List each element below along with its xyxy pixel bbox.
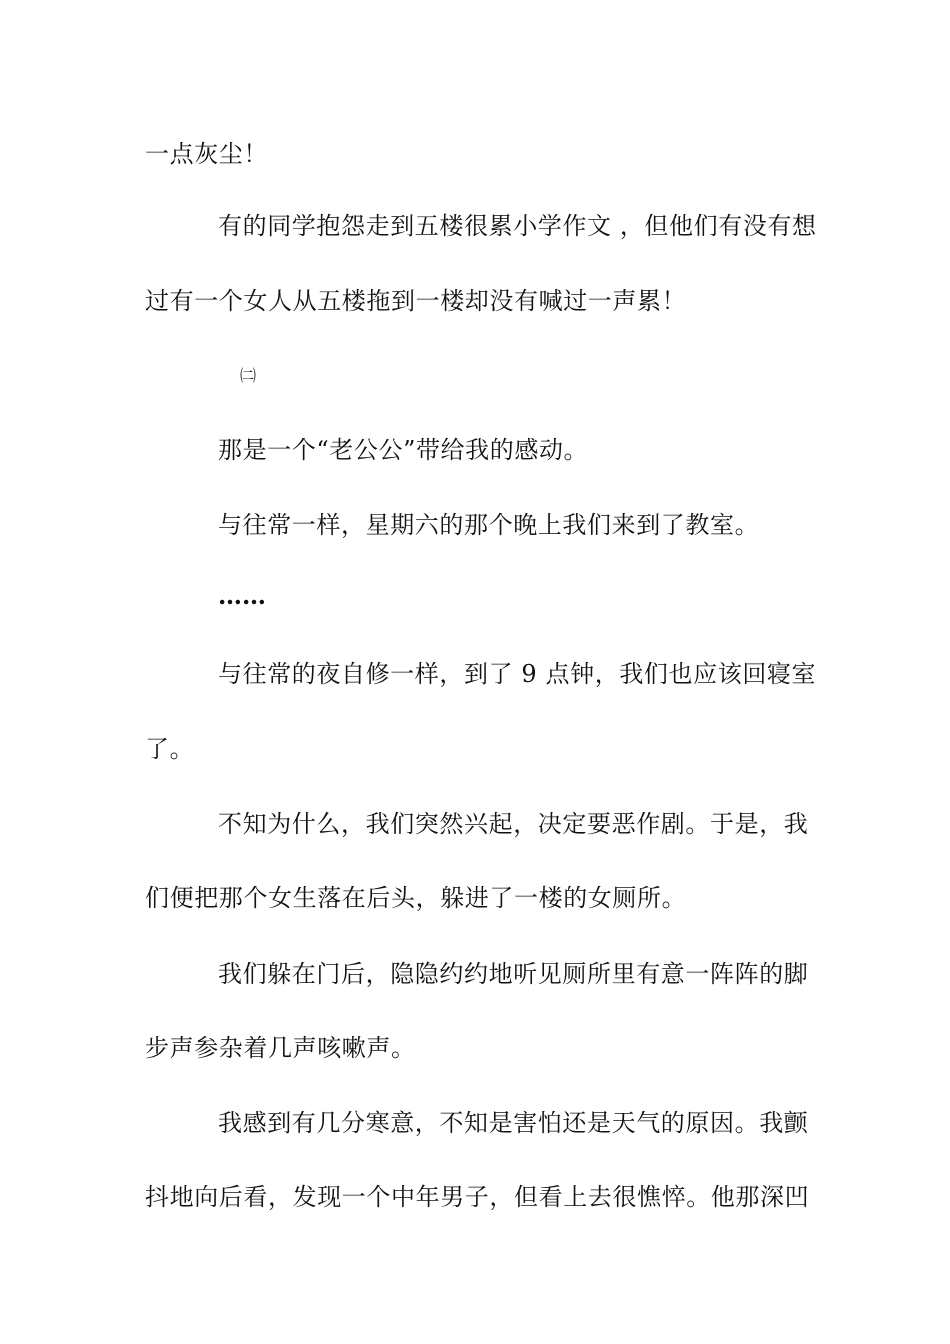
paragraph-line: 不知为什么，我们突然兴起，决定要恶作剧。于是，我 [218,810,809,838]
text-line: 们便把那个女生落在后头，躲进了一楼的女厕所。 [145,884,687,912]
paragraph-line: 有的同学抱怨走到五楼很累小学作文 ，但他们有没有想 [218,212,817,240]
ellipsis-line: …… [218,581,266,610]
text-line: 抖地向后看，发现一个中年男子，但看上去很憔悴。他那深凹 [145,1183,810,1211]
text-line: 一点灰尘！ [145,140,268,168]
section-marker: ㈡ [240,366,257,385]
paragraph-line: 我感到有几分寒意，不知是害怕还是天气的原因。我颤 [218,1109,809,1137]
paragraph-line: 与往常一样，星期六的那个晚上我们来到了教室。 [218,511,760,539]
text-line: 过有一个女人从五楼拖到一楼却没有喊过一声累！ [145,287,687,315]
paragraph-line: 与往常的夜自修一样，到了 9 点钟，我们也应该回寝室 [218,660,817,688]
text-line: 步声参杂着几声咳嗽声。 [145,1034,416,1062]
paragraph-line: 我们躲在门后，隐隐约约地听见厕所里有意一阵阵的脚 [218,960,809,988]
paragraph-line: 那是一个“老公公”带给我的感动。 [218,436,589,464]
text-line: 了。 [145,735,195,763]
